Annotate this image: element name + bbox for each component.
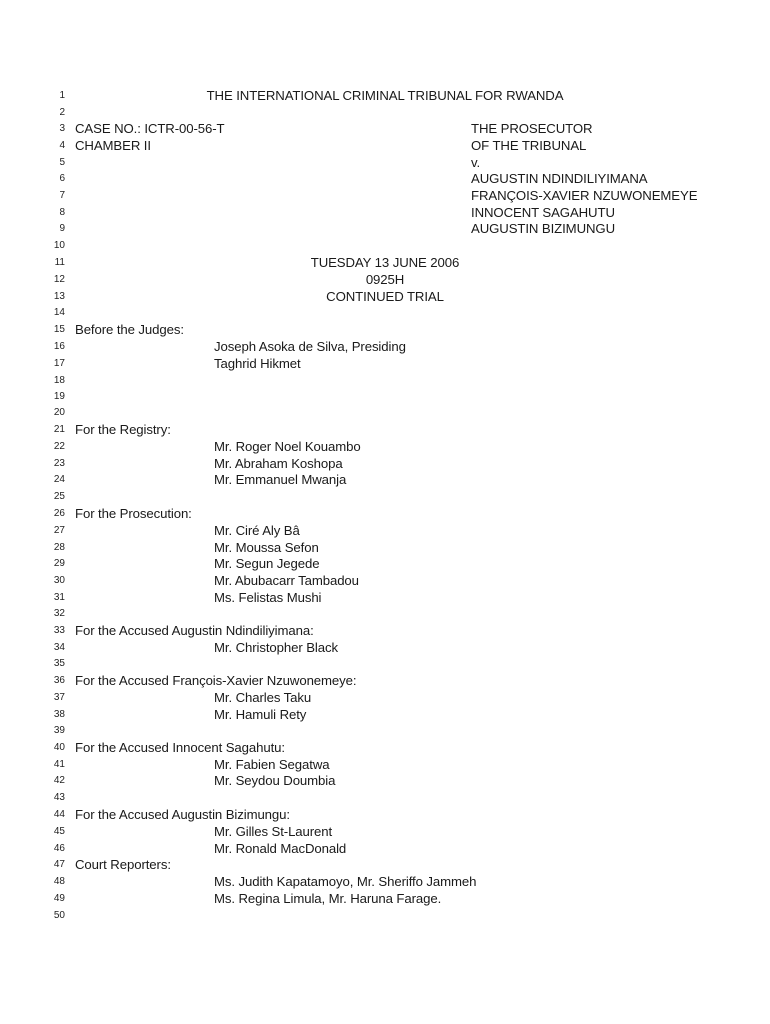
line-36 [0, 672, 770, 689]
line-9 [0, 220, 770, 237]
party-line: AUGUSTIN NDINDILIYIMANA [471, 171, 648, 186]
defence-name: Mr. Christopher Black [214, 640, 338, 655]
line-16 [0, 338, 770, 355]
session-time: 0925H [365, 272, 405, 287]
line-30 [0, 572, 770, 589]
line-45 [0, 823, 770, 840]
line-number: 26 [53, 508, 65, 519]
line-number: 12 [53, 274, 65, 285]
registry-name: Mr. Roger Noel Kouambo [214, 439, 361, 454]
party-line: INNOCENT SAGAHUTU [471, 205, 615, 220]
registry-name: Mr. Abraham Koshopa [214, 456, 343, 471]
line-number: 37 [53, 692, 65, 703]
line-number: 42 [53, 775, 65, 786]
line-number: 35 [53, 658, 65, 669]
party-line: AUGUSTIN BIZIMUNGU [471, 221, 615, 236]
line-number: 2 [59, 107, 65, 118]
defence-name: Mr. Seydou Doumbia [214, 773, 336, 788]
line-43 [0, 789, 770, 806]
line-28 [0, 539, 770, 556]
line-11 [0, 254, 770, 271]
line-number: 23 [53, 458, 65, 469]
prosecution-name: Mr. Moussa Sefon [214, 540, 319, 555]
line-number: 34 [53, 642, 65, 653]
judges-label: Before the Judges: [75, 322, 184, 337]
line-31 [0, 589, 770, 606]
tribunal-heading: THE INTERNATIONAL CRIMINAL TRIBUNAL FOR RWANDA [206, 88, 564, 103]
line-14 [0, 304, 770, 321]
line-37 [0, 689, 770, 706]
line-number: 11 [54, 257, 65, 268]
case-number: CASE NO.: ICTR-00-56-T [75, 121, 225, 136]
line-number: 6 [59, 173, 65, 184]
line-29 [0, 555, 770, 572]
reporter-names: Ms. Judith Kapatamoyo, Mr. Sheriffo Jammeh [214, 874, 477, 889]
line-number: 45 [53, 826, 65, 837]
line-20 [0, 404, 770, 421]
line-6 [0, 170, 770, 187]
line-15 [0, 321, 770, 338]
line-number: 16 [53, 341, 65, 352]
line-number: 10 [53, 240, 65, 251]
line-number: 25 [53, 491, 65, 502]
line-47 [0, 856, 770, 873]
line-17 [0, 355, 770, 372]
line-42 [0, 772, 770, 789]
line-50 [0, 907, 770, 924]
prosecution-label: For the Prosecution: [75, 506, 192, 521]
defence-name: Mr. Ronald MacDonald [214, 841, 347, 856]
party-line: FRANÇOIS-XAVIER NZUWONEMEYE [471, 188, 698, 203]
line-number: 3 [59, 123, 65, 134]
defence-label: For the Accused Innocent Sagahutu: [75, 740, 285, 755]
line-number: 21 [53, 424, 65, 435]
line-number: 14 [53, 307, 65, 318]
line-5 [0, 154, 770, 171]
line-number: 9 [59, 223, 65, 234]
line-24 [0, 471, 770, 488]
line-number: 15 [53, 324, 65, 335]
prosecution-name: Mr. Abubacarr Tambadou [214, 573, 359, 588]
line-number: 4 [59, 140, 65, 151]
line-35 [0, 655, 770, 672]
line-number: 47 [53, 859, 65, 870]
line-38 [0, 706, 770, 723]
judge-name: Joseph Asoka de Silva, Presiding [214, 339, 406, 354]
registry-label: For the Registry: [75, 422, 171, 437]
line-number: 22 [53, 441, 65, 452]
chamber: CHAMBER II [75, 138, 151, 153]
party-line: OF THE TRIBUNAL [471, 138, 587, 153]
line-number: 29 [53, 558, 65, 569]
line-number: 30 [53, 575, 65, 586]
defence-name: Mr. Gilles St-Laurent [214, 824, 333, 839]
line-number: 28 [53, 542, 65, 553]
line-1 [0, 87, 770, 104]
line-number: 44 [53, 809, 65, 820]
line-32 [0, 605, 770, 622]
line-number: 31 [53, 592, 65, 603]
line-27 [0, 522, 770, 539]
line-3 [0, 120, 770, 137]
line-46 [0, 840, 770, 857]
line-number: 33 [53, 625, 65, 636]
line-number: 40 [53, 742, 65, 753]
line-10 [0, 237, 770, 254]
line-12 [0, 271, 770, 288]
line-number: 7 [59, 190, 65, 201]
prosecution-name: Mr. Segun Jegede [214, 556, 320, 571]
line-40 [0, 739, 770, 756]
line-number: 20 [53, 407, 65, 418]
line-number: 41 [53, 759, 65, 770]
line-number: 49 [53, 893, 65, 904]
prosecution-name: Mr. Ciré Aly Bâ [214, 523, 300, 538]
defence-name: Mr. Hamuli Rety [214, 707, 307, 722]
reporters-label: Court Reporters: [75, 857, 171, 872]
line-number: 8 [59, 207, 65, 218]
party-line: v. [471, 155, 481, 170]
line-7 [0, 187, 770, 204]
line-number: 39 [53, 725, 65, 736]
line-25 [0, 488, 770, 505]
line-34 [0, 639, 770, 656]
line-8 [0, 204, 770, 221]
line-number: 13 [53, 291, 65, 302]
defence-label: For the Accused Augustin Bizimungu: [75, 807, 290, 822]
line-33 [0, 622, 770, 639]
line-number: 5 [59, 157, 65, 168]
line-22 [0, 438, 770, 455]
line-39 [0, 722, 770, 739]
defence-name: Mr. Charles Taku [214, 690, 312, 705]
line-number: 32 [53, 608, 65, 619]
line-number: 46 [53, 843, 65, 854]
session-date: TUESDAY 13 JUNE 2006 [310, 255, 460, 270]
reporter-names: Ms. Regina Limula, Mr. Haruna Farage. [214, 891, 442, 906]
prosecution-name: Ms. Felistas Mushi [214, 590, 322, 605]
line-number: 43 [53, 792, 65, 803]
defence-name: Mr. Fabien Segatwa [214, 757, 330, 772]
line-44 [0, 806, 770, 823]
line-41 [0, 756, 770, 773]
line-number: 50 [53, 910, 65, 921]
session-type: CONTINUED TRIAL [326, 289, 444, 304]
line-number: 17 [53, 358, 65, 369]
line-18 [0, 372, 770, 389]
line-number: 38 [53, 709, 65, 720]
line-26 [0, 505, 770, 522]
defence-label: For the Accused François-Xavier Nzuwonemeye: [75, 673, 357, 688]
line-number: 24 [53, 474, 65, 485]
line-number: 27 [53, 525, 65, 536]
line-number: 48 [53, 876, 65, 887]
line-21 [0, 421, 770, 438]
defence-label: For the Accused Augustin Ndindiliyimana: [75, 623, 314, 638]
judge-name: Taghrid Hikmet [214, 356, 301, 371]
party-line: THE PROSECUTOR [471, 121, 593, 136]
line-49 [0, 890, 770, 907]
line-19 [0, 388, 770, 405]
line-2 [0, 104, 770, 121]
line-number: 19 [53, 391, 65, 402]
line-4 [0, 137, 770, 154]
line-48 [0, 873, 770, 890]
registry-name: Mr. Emmanuel Mwanja [214, 472, 347, 487]
line-number: 36 [53, 675, 65, 686]
line-23 [0, 455, 770, 472]
line-13 [0, 288, 770, 305]
line-number: 1 [59, 90, 65, 101]
line-number: 18 [53, 375, 65, 386]
